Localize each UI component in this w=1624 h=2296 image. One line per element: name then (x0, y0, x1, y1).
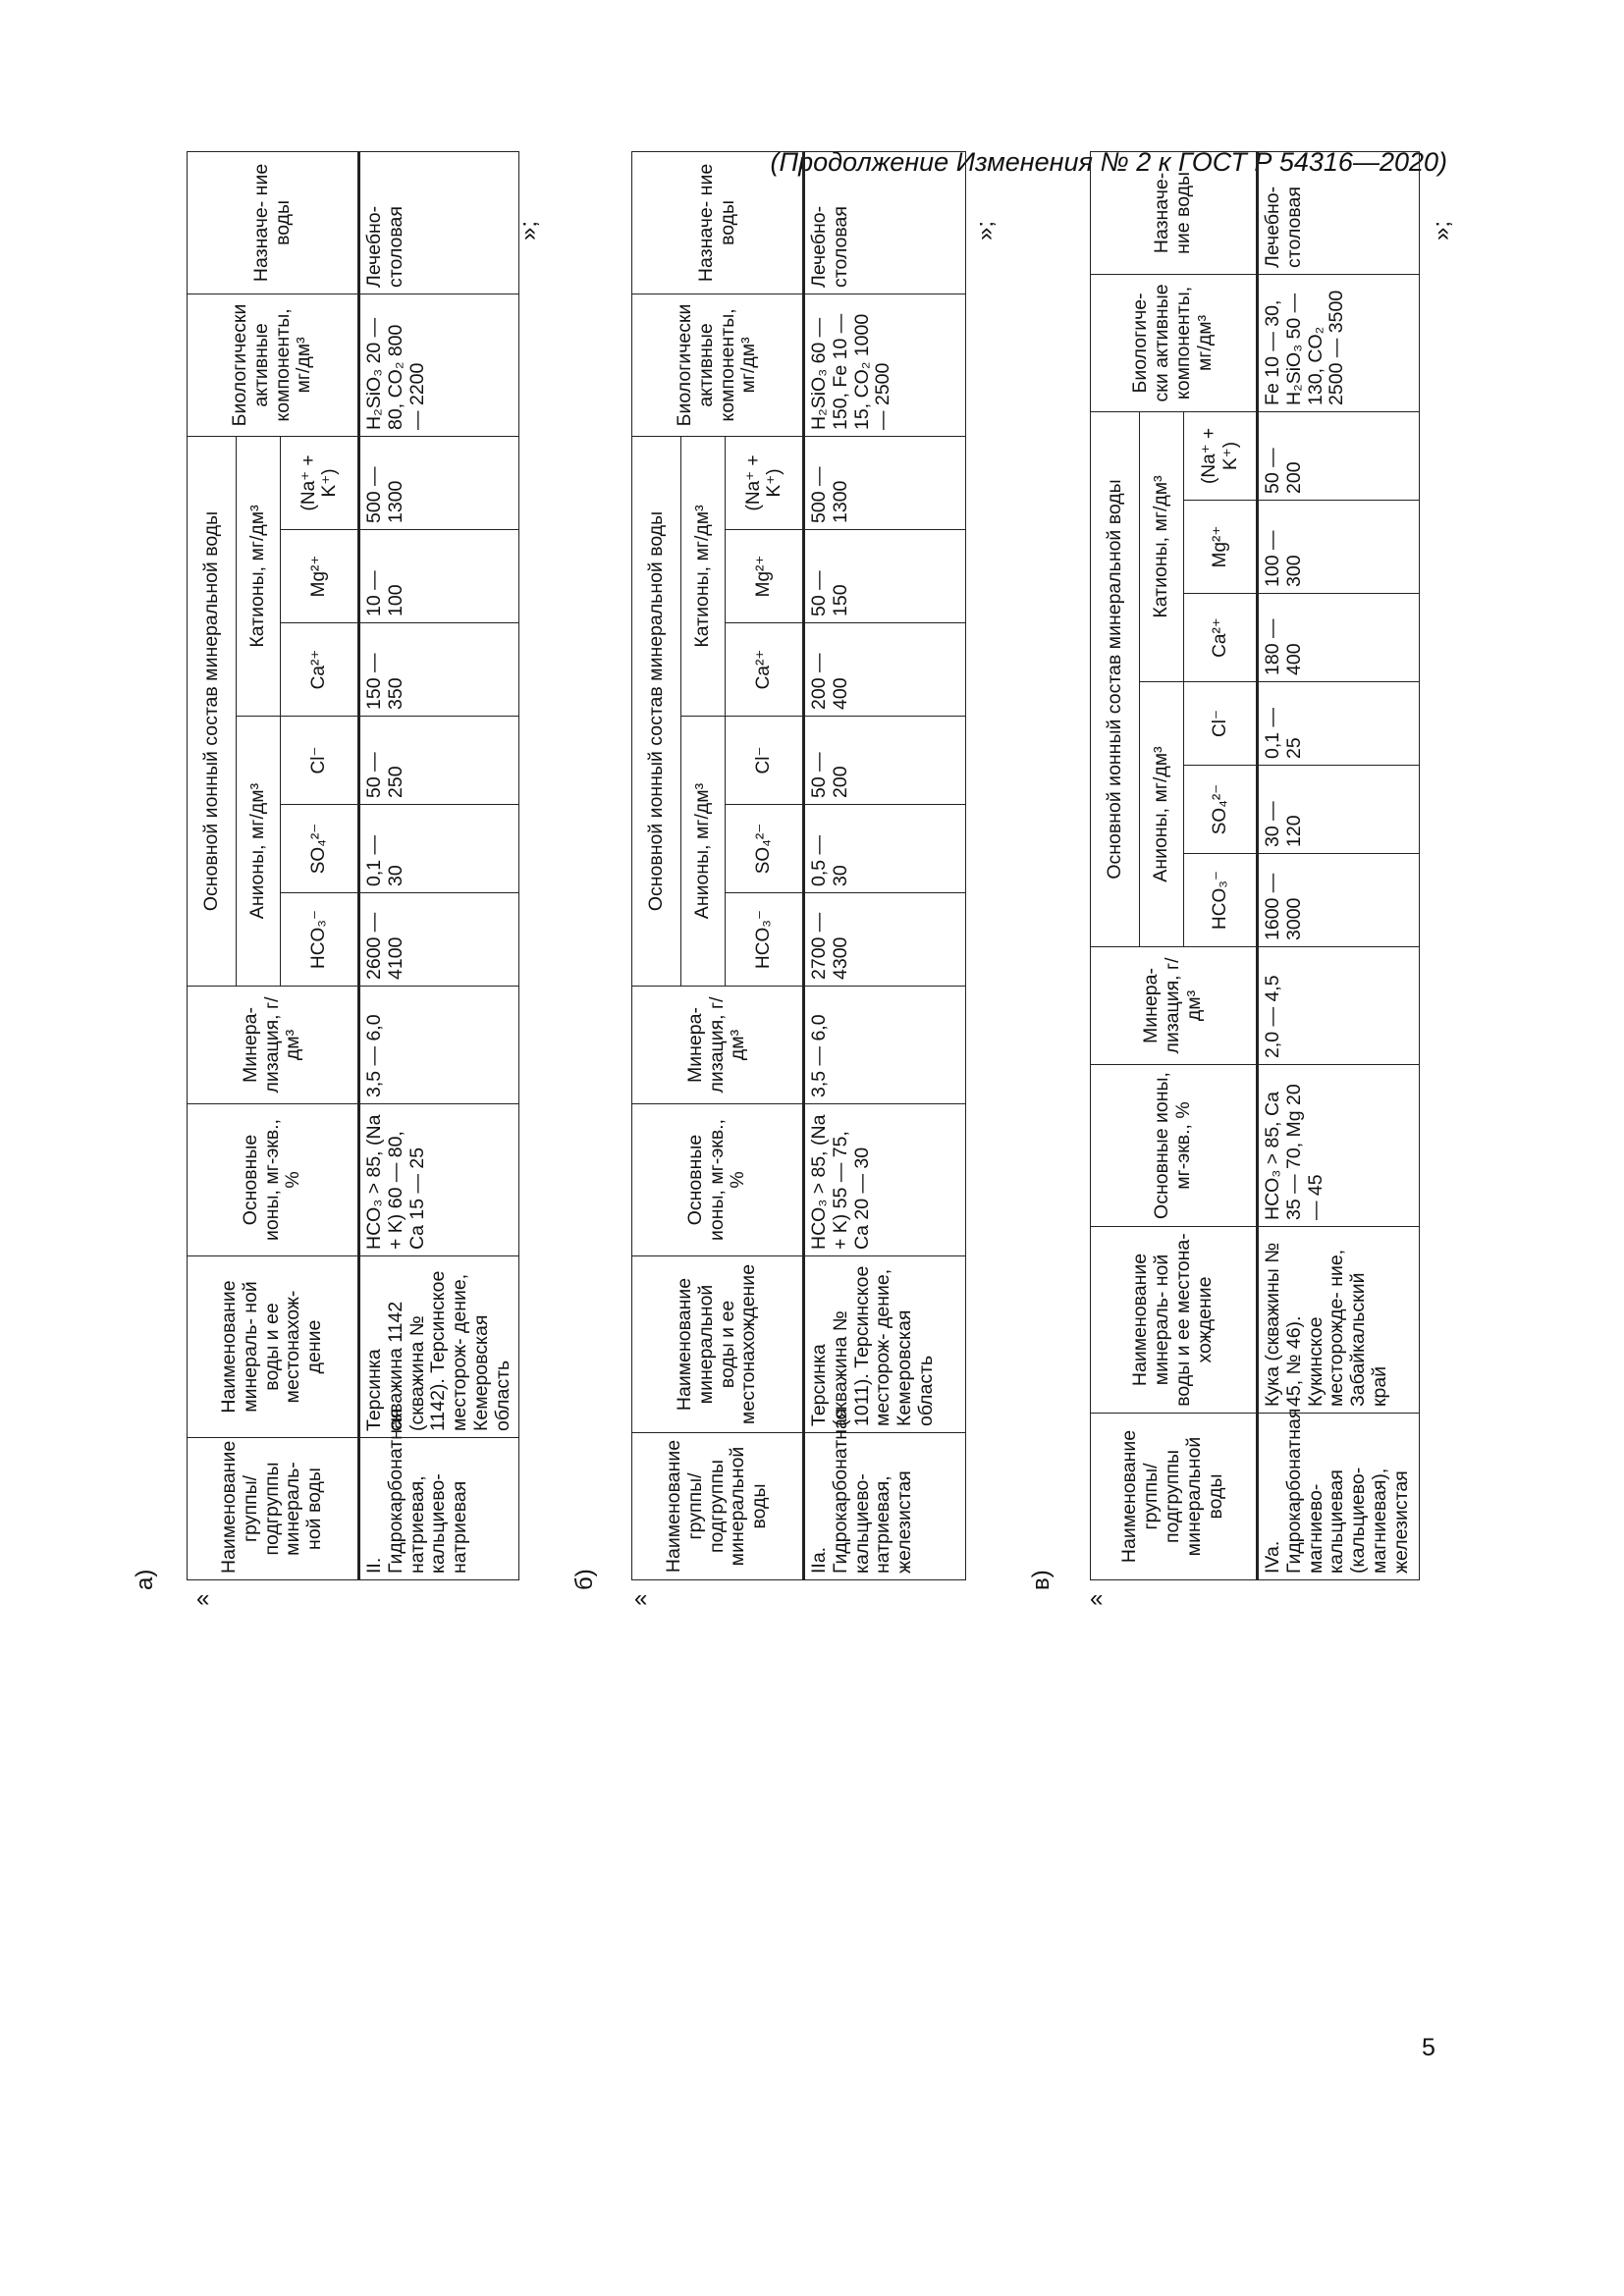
header-name: Наименование минераль- ной воды и ее местонахож- дение (188, 1256, 359, 1438)
cell-ca: 150 — 350 (359, 623, 519, 717)
cell-name: Терсинка скважина 1142 (скважина № 1142). Терсинское месторож- дение, Кемеровская область (359, 1256, 519, 1438)
cell-cl: 50 — 250 (359, 717, 519, 805)
header-so4: SO₄²⁻ (281, 805, 359, 893)
header-hco3: HCO₃⁻ (1184, 854, 1258, 947)
header-ca: Ca²⁺ (281, 623, 359, 717)
header-cations: Катионы, мг/дм³ (681, 436, 726, 716)
cell-hco3: 2700 — 4300 (804, 893, 966, 987)
header-ion-composition: Основной ионный состав минеральной воды (1091, 411, 1140, 946)
header-na-k: (Na⁺ + K⁺) (281, 436, 359, 529)
header-so4: SO₄²⁻ (726, 805, 804, 893)
header-bio: Биологически активные компоненты, мг/дм³ (188, 294, 359, 436)
cell-cl: 0,1 — 25 (1258, 682, 1420, 766)
table-label-a: а) (132, 1569, 158, 1590)
header-main-ions: Основные ионы, мг-экв., % (1091, 1065, 1258, 1227)
header-purpose: Назначе- ние воды (188, 151, 359, 294)
cell-group: IIa. Гидрокарбонатная кальциево-натриевая, железистая (804, 1433, 966, 1580)
header-group: Наименование группы/ подгруппы минеральной воды (1091, 1414, 1258, 1580)
cell-mg: 10 — 100 (359, 530, 519, 623)
cell-mineralization: 3,5 — 6,0 (359, 987, 519, 1104)
page-number: 5 (1422, 2034, 1435, 2061)
table-b (631, 151, 966, 1580)
cell-mg: 50 — 150 (804, 530, 966, 623)
cell-hco3: 1600 — 3000 (1258, 854, 1420, 947)
cell-bio: H₂SiO₃ 20 — 80, CO₂ 800 — 2200 (359, 294, 519, 436)
quote-open-c: « (1090, 1585, 1104, 1612)
header-anions: Анионы, мг/дм³ (681, 717, 726, 987)
header-cl: Cl⁻ (726, 717, 804, 805)
cell-so4: 0,5 — 30 (804, 805, 966, 893)
cell-mineralization: 3,5 — 6,0 (804, 987, 966, 1104)
cell-bio: H₂SiO₃ 60 — 150, Fe 10 — 15, CO₂ 1000 — 2500 (804, 294, 966, 436)
quote-close-a: »; (515, 220, 542, 240)
header-bio: Биологиче- ски активные компоненты, мг/дм³ (1091, 274, 1258, 411)
header-mineralization: Минера- лизация, г/дм³ (188, 987, 359, 1104)
header-mg: Mg²⁺ (726, 530, 804, 623)
header-na-k: (Na⁺ + K⁺) (1184, 411, 1258, 500)
cell-main-ions: HCO₃ > 85, Ca 35 — 70, Mg 20 — 45 (1258, 1065, 1420, 1227)
header-anions: Анионы, мг/дм³ (237, 717, 281, 987)
quote-close-b: »; (972, 220, 999, 240)
cell-name: Терсинка (скважина № 1011). Терсинское месторож- дение, Кемеровская область (804, 1256, 966, 1433)
header-name: Наименование минераль- ной воды и ее местона- хождение (1091, 1227, 1258, 1414)
cell-purpose: Лечебно- столовая (359, 151, 519, 294)
header-bio: Биологически активные компоненты, мг/дм³ (632, 294, 804, 436)
header-cl: Cl⁻ (1184, 682, 1258, 766)
quote-close-c: »; (1429, 220, 1455, 240)
cell-cl: 50 — 200 (804, 717, 966, 805)
cell-so4: 30 — 120 (1258, 766, 1420, 854)
header-group: Наименование группы/ подгруппы минеральной воды (632, 1433, 804, 1580)
header-hco3: HCO₃⁻ (726, 893, 804, 987)
cell-ca: 180 — 400 (1258, 594, 1420, 682)
cell-group: IVa. Гидрокарбонатная магниево-кальциевая (кальциево-магниевая), железистая (1258, 1414, 1420, 1580)
header-na-k: (Na⁺ + K⁺) (726, 436, 804, 529)
header-name: Наименование минеральной воды и ее местонахождение (632, 1256, 804, 1433)
header-cations: Катионы, мг/дм³ (237, 436, 281, 716)
cell-so4: 0,1 — 30 (359, 805, 519, 893)
header-mg: Mg²⁺ (281, 530, 359, 623)
cell-na-k: 500 — 1300 (359, 436, 519, 529)
cell-group: II. Гидрокарбонатная натриевая, кальциево- натриевая (359, 1438, 519, 1580)
quote-open-a: « (196, 1585, 210, 1612)
cell-mg: 100 — 300 (1258, 501, 1420, 594)
header-ca: Ca²⁺ (1184, 594, 1258, 682)
header-purpose: Назначе- ние воды (1091, 151, 1258, 274)
table-label-b: б) (571, 1569, 598, 1590)
table-c (1090, 151, 1420, 1580)
quote-open-b: « (634, 1585, 648, 1612)
header-ion-composition: Основной ионный состав минеральной воды (632, 436, 681, 986)
header-purpose: Назначе- ние воды (632, 151, 804, 294)
header-mineralization: Минера- лизация, г/дм³ (1091, 947, 1258, 1065)
document-header: (Продолжение Изменения № 2 к ГОСТ Р 54316—2020) (770, 147, 1447, 177)
header-main-ions: Основные ионы, мг-экв., % (188, 1104, 359, 1256)
cell-name: Кука (скважины № 45, № 46). Кукинское месторожде- ние, Забайкальский край (1258, 1227, 1420, 1414)
cell-na-k: 50 — 200 (1258, 411, 1420, 500)
cell-main-ions: HCO₃ > 85, (Na + K) 60 — 80, Ca 15 — 25 (359, 1104, 519, 1256)
header-group: Наименование группы/ подгруппы минераль- ной воды (188, 1438, 359, 1580)
table-label-c: в) (1028, 1570, 1055, 1590)
cell-na-k: 500 — 1300 (804, 436, 966, 529)
header-main-ions: Основные ионы, мг-экв., % (632, 1104, 804, 1256)
header-mineralization: Минера- лизация, г/дм³ (632, 987, 804, 1104)
table-a (187, 151, 519, 1580)
header-cl: Cl⁻ (281, 717, 359, 805)
header-so4: SO₄²⁻ (1184, 766, 1258, 854)
cell-main-ions: HCO₃ > 85, (Na + K) 55 — 75, Ca 20 — 30 (804, 1104, 966, 1256)
header-anions: Анионы, мг/дм³ (1140, 682, 1184, 947)
cell-mineralization: 2,0 — 4,5 (1258, 947, 1420, 1065)
header-hco3: HCO₃⁻ (281, 893, 359, 987)
header-ca: Ca²⁺ (726, 623, 804, 717)
header-ion-composition: Основной ионный состав минеральной воды (188, 436, 237, 986)
header-cations: Катионы, мг/дм³ (1140, 411, 1184, 681)
cell-bio: Fe 10 — 30, H₂SiO₃ 50 — 130, CO₂ 2500 — 3500 (1258, 274, 1420, 411)
cell-hco3: 2600 — 4100 (359, 893, 519, 987)
cell-purpose: Лечебно- столовая (1258, 151, 1420, 274)
header-mg: Mg²⁺ (1184, 501, 1258, 594)
cell-purpose: Лечебно- столовая (804, 151, 966, 294)
cell-ca: 200 — 400 (804, 623, 966, 717)
